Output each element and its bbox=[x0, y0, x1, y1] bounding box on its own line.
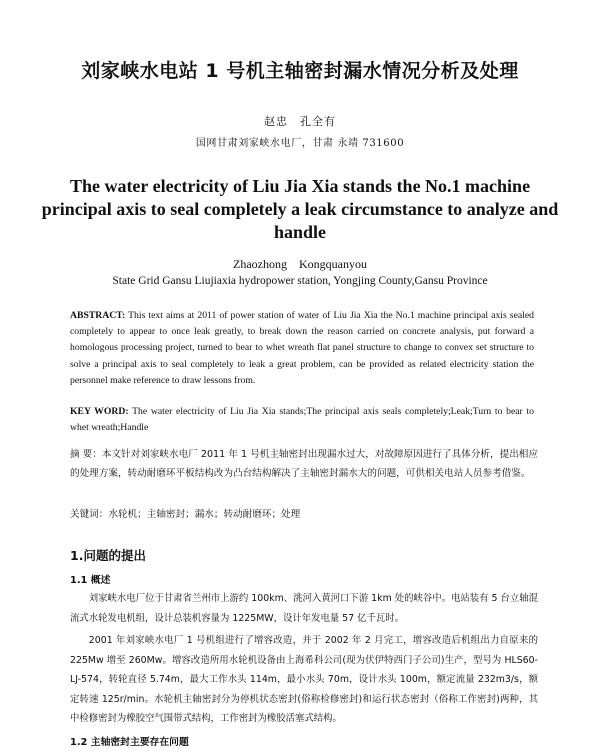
abstract-label: ABSTRACT: bbox=[70, 310, 126, 321]
chinese-title: 刘家峡水电站 1 号机主轴密封漏水情况分析及处理 bbox=[81, 60, 519, 82]
abstract-text: This text aims at 2011 of power station of water of Liu Jia Xia the No.1 machine principal axis sealed completely to appear to once leak greatly, to break down the reason carried on concrete analysis, put forward a homologous processing project, turned to bear to whet wreath flat panel structure to change to convex set structure to solve a principal axis to seal completely to leak a great problem, can be provided as related electricity station the personnel make reference to draw lessons from. bbox=[70, 310, 534, 386]
cn-keyword-text: 水轮机；主轴密封；漏水；转动耐磨环；处理 bbox=[108, 509, 301, 520]
english-authors: Zhaozhong Kongquanyou bbox=[233, 257, 367, 271]
chinese-affiliation: 国网甘肃刘家峡水电厂，甘肃 永靖 731600 bbox=[195, 138, 405, 149]
section-heading-1-2: 1.2 主轴密封主要存在问题 bbox=[70, 737, 189, 748]
english-abstract bbox=[70, 308, 534, 389]
english-affiliation: State Grid Gansu Liujiaxia hydropower station, Yongjing County,Gansu Province bbox=[112, 275, 488, 287]
keyword-label: KEY WORD: bbox=[70, 406, 129, 417]
keyword-text: The water electricity of Liu Jia Xia stands;The principal axis seals completely;Leak;Turn to bear to whet wreath;Handle bbox=[70, 406, 534, 434]
chinese-authors: 赵忠 孔全有 bbox=[264, 115, 336, 128]
cn-abstract-text: 本文针对刘家峡水电厂 2011 年 1 号机主轴密封出现漏水过大，对故障原因进行了具体分析，提出相应的处理方案，转动耐磨环平板结构改为凸台结构解决了主轴密封漏水大的问题，可供相关电站人员参考借鉴。 bbox=[70, 449, 538, 479]
section-heading-1: 1.问题的提出 bbox=[70, 548, 146, 563]
cn-keyword-label: 关键词： bbox=[70, 509, 109, 520]
chinese-abstract bbox=[70, 445, 538, 483]
english-title: The water electricity of Liu Jia Xia stands the No.1 machine principal axis to seal completely a leak circumstance to analyze and handle bbox=[41, 176, 559, 242]
paragraph-1: 刘家峡水电厂位于甘肃省兰州市上游约 100km、洮河入黄河口下游 1km 处的峡谷中。电站装有 5 台立轴混流式水轮发电机组，设计总装机容量为 1225MW，设计年发电量 57 亿千瓦时。 bbox=[70, 593, 538, 624]
paragraph-2: 2001 年刘家峡水电厂 1 号机组进行了增容改造，并于 2002 年 2 月完工，增容改造后机组出力自原来的 225Mw 增至 260Mw。增容改造所用水轮机设备由上海希科公司(现为伏伊特西门子公司)生产，型号为 HLS60-LJ-574，转轮直径 5.74m，最大工作水头 114m，最小水头 70m，设计水头 100m，额定流量 232m3/s，额定转速 125r/min。水轮机主轴密封分为停机状态密封(俗称检修密封)和运行状态密封（俗称工作密封)两种，其中检修密封为橡胶空气围带式结构，工作密封为橡胶活塞式结构。 bbox=[70, 635, 538, 725]
english-keywords bbox=[70, 404, 534, 436]
section-heading-1-1: 1.1 概述 bbox=[70, 575, 111, 586]
chinese-keywords bbox=[70, 505, 538, 524]
cn-abstract-label: 摘 要： bbox=[70, 449, 102, 460]
